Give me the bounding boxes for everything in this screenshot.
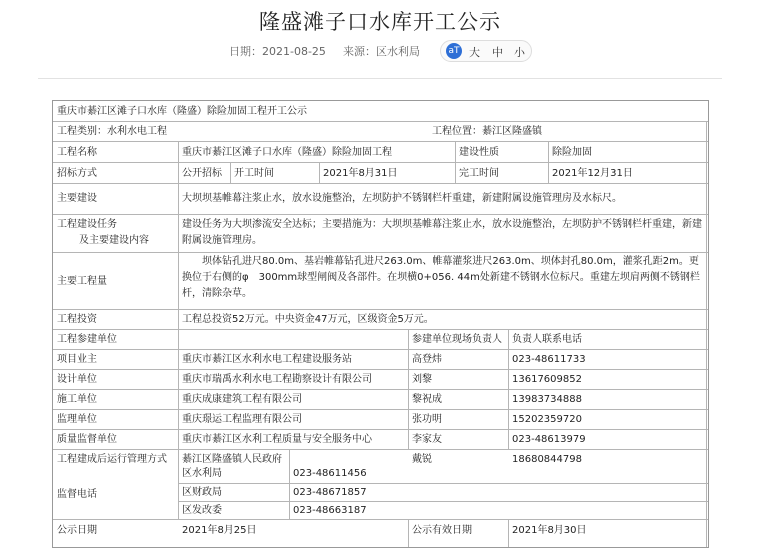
- font-size-switcher: [440, 40, 532, 62]
- participants-label: 工程参建单位: [57, 334, 117, 345]
- participant-person: 高登炜: [412, 354, 442, 365]
- quantity-content: 坝体钻孔进尺80.0m、基岩帷幕钻孔进尺263.0m、帷幕灌浆进尺263.0m、坝体封孔80.0m，灌浆孔距2m。更换位于右侧的φ 300mm球型闸阀及各部件。在坝横0+056. 44m处新建不锈钢水位标尺。重建左坝肩两侧不锈钢栏杆，清除杂草。: [182, 256, 700, 299]
- notice-date: 2021年8月25日: [182, 525, 257, 536]
- main-build-label: 主要建设: [57, 193, 97, 204]
- notice-table: [52, 100, 709, 548]
- investment-label: 工程投资: [57, 314, 97, 325]
- task-label: 工程建设任务: [57, 219, 117, 230]
- participant-role: 项目业主: [57, 354, 97, 365]
- supervision-phone: 023-48671857: [293, 487, 367, 498]
- quantity-label: 主要工程量: [57, 276, 107, 287]
- participant-role: 设计单位: [57, 374, 97, 385]
- participant-org: 重庆成康建筑工程有限公司: [182, 394, 302, 405]
- bidding-label: 招标方式: [57, 168, 97, 179]
- supervision-label: 监督电话: [57, 489, 97, 500]
- participant-org: 重庆市綦江区水利水电工程建设服务站: [182, 354, 352, 365]
- participant-phone: 13617609852: [512, 374, 582, 385]
- font-size-large-button[interactable]: 大: [469, 46, 480, 59]
- participant-person: 张功明: [412, 414, 442, 425]
- supervision-org: 区发改委: [182, 505, 222, 516]
- page-title: 隆盛滩子口水库开工公示: [259, 10, 501, 34]
- participant-role: 监理单位: [57, 414, 97, 425]
- publish-date: 日期：2021-08-25: [229, 45, 326, 58]
- project-name-label: 工程名称: [57, 147, 97, 158]
- project-name: 重庆市綦江区滩子口水库（隆盛）除险加固工程: [182, 147, 392, 158]
- build-nature: 除险加固: [552, 147, 592, 158]
- start-date: 2021年8月31日: [323, 168, 398, 179]
- table-header: 重庆市綦江区滩子口水库（隆盛）除险加固工程开工公示: [57, 106, 307, 117]
- project-category: 工程类别：水利水电工程: [57, 126, 167, 137]
- participant-phone: 18680844798: [512, 454, 582, 465]
- participant-person: 黎祝成: [412, 394, 442, 405]
- participant-org: 重庆市瑞禹水利水电工程勘察设计有限公司: [182, 374, 372, 385]
- font-size-icon: aT: [446, 43, 462, 59]
- investment-content: 工程总投资52万元。中央资金47万元，区级资金5万元。: [182, 314, 434, 325]
- phone-head-label: 负责人联系电话: [512, 334, 582, 345]
- supervision-org: 区财政局: [182, 487, 222, 498]
- participant-org: 重庆市綦江区水利工程质量与安全服务中心: [182, 434, 372, 445]
- participant-org: 綦江区隆盛镇人民政府: [182, 454, 282, 465]
- participant-org: 重庆璟运工程监理有限公司: [182, 414, 302, 425]
- article-meta: [0, 40, 760, 60]
- main-build-content: 大坝坝基帷幕注浆止水，放水设施整治，左坝防护不锈钢栏杆重建，新建附属设施管理房及水标尺。: [182, 193, 622, 204]
- participant-phone: 15202359720: [512, 414, 582, 425]
- onsite-head-label: 参建单位现场负责人: [412, 334, 502, 345]
- notice-date-label: 公示日期: [57, 525, 97, 536]
- participant-person: 戴锐: [412, 454, 432, 465]
- supervision-phone: 023-48611456: [293, 468, 367, 479]
- font-size-small-button[interactable]: 小: [514, 46, 525, 59]
- task-label-line2: 及主要建设内容: [79, 235, 149, 246]
- participant-person: 刘黎: [412, 374, 432, 385]
- header-divider: [38, 78, 722, 79]
- build-nature-label: 建设性质: [459, 147, 499, 158]
- article-source: 来源：区水利局: [343, 45, 420, 58]
- task-content: 建设任务为大坝渗流安全达标；主要措施为：大坝坝基帷幕注浆止水，放水设施整治，左坝防护不锈钢栏杆重建，新建附属设施管理房。: [182, 219, 702, 246]
- participant-person: 李家友: [412, 434, 442, 445]
- end-date: 2021年12月31日: [552, 168, 633, 179]
- font-size-medium-button[interactable]: 中: [492, 46, 503, 59]
- project-location: 工程位置：綦江区隆盛镇: [432, 126, 542, 137]
- participant-role: 质量监督单位: [57, 434, 117, 445]
- participant-role: 施工单位: [57, 394, 97, 405]
- start-label: 开工时间: [234, 168, 274, 179]
- end-label: 完工时间: [459, 168, 499, 179]
- participant-role: 工程建成后运行管理方式: [57, 454, 167, 465]
- notice-valid-label: 公示有效日期: [412, 525, 472, 536]
- participant-phone: 023-48611733: [512, 354, 586, 365]
- bidding-method: 公开招标: [182, 168, 222, 179]
- notice-valid-date: 2021年8月30日: [512, 525, 587, 536]
- participant-phone: 13983734888: [512, 394, 582, 405]
- supervision-org: 区水利局: [182, 468, 222, 479]
- participant-phone: 023-48613979: [512, 434, 586, 445]
- supervision-phone: 023-48663187: [293, 505, 367, 516]
